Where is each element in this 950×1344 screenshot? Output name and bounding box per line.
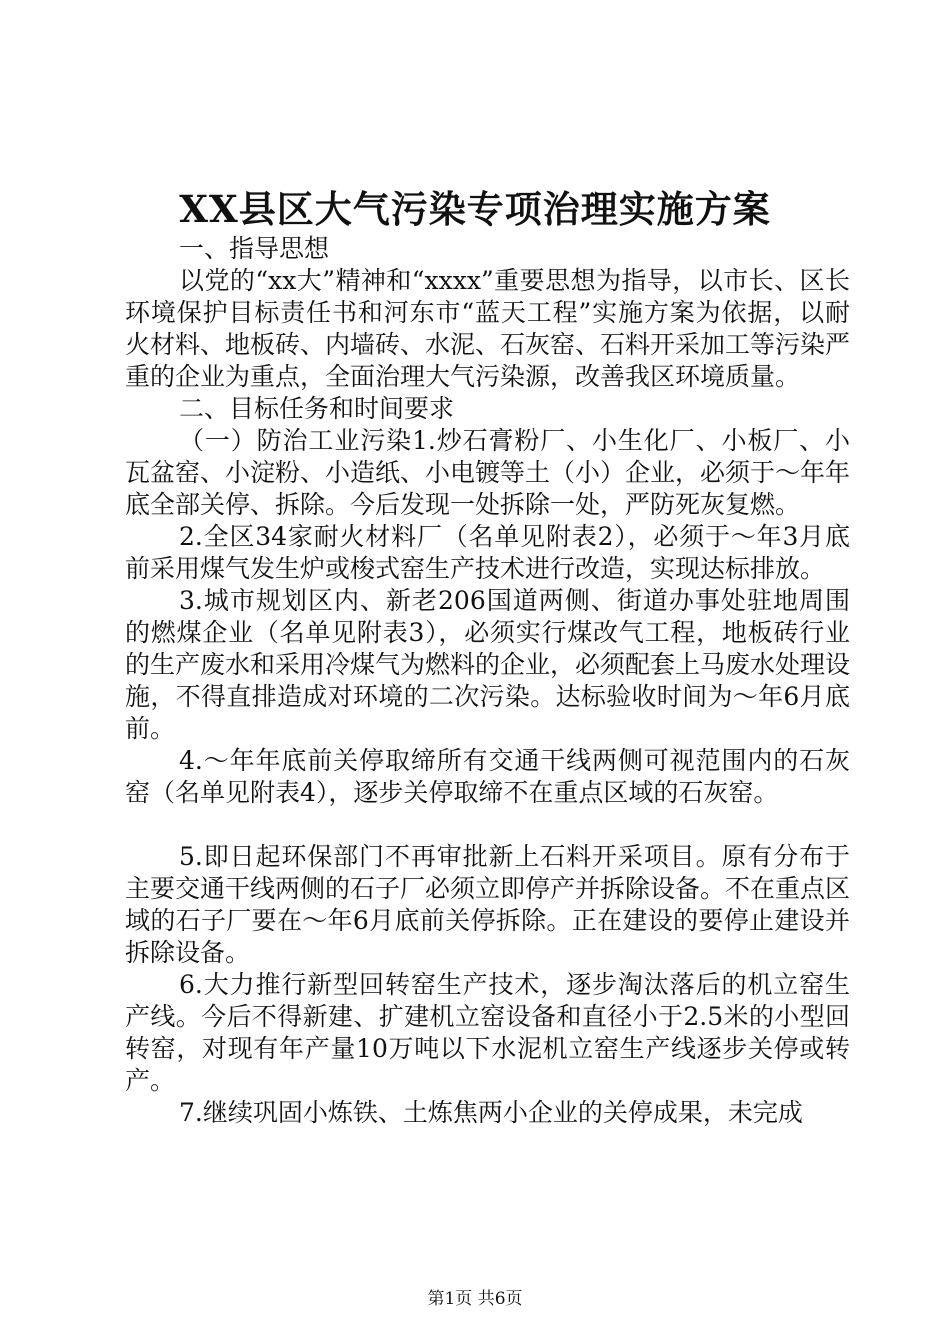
paragraph-guiding-thought: 以党的“xx大”精神和“xxxx”重要思想为指导，以市长、区长环境保护目标责任书和河东市“蓝天工程”实施方案为依据，以耐火材料、地板砖、内墙砖、水泥、石灰窑、石料开采加工等污染严重的企业为重点，全面治理大气污染源，改善我区环境质量。	[125, 266, 851, 391]
section-heading-targets: 二、目标任务和时间要求	[179, 394, 455, 423]
paragraph-item-4: 4.～年年底前关停取缔所有交通干线两侧可视范围内的石灰窑（名单见附表4），逐步关停取缔不在重点区域的石灰窑。	[125, 746, 850, 807]
paragraph-spacer	[125, 809, 850, 841]
paragraph-item-7: 7.继续巩固小炼铁、土炼焦两小企业的关停成果，未完成	[179, 1098, 803, 1127]
document-title: XX县区大气污染专项治理实施方案	[179, 187, 771, 231]
paragraph-item-1: （一）防治工业污染1.炒石膏粉厂、小生化厂、小板厂、小瓦盆窑、小淀粉、小造纸、小电镀等土（小）企业，必须于～年年底全部关停、拆除。今后发现一处拆除一处，严防死灰复燃。	[125, 426, 851, 519]
paragraph-item-3: 3.城市规划区内、新老206国道两侧、街道办事处驻地周围的燃煤企业（名单见附表3），必须实行煤改气工程，地板砖行业的生产废水和采用冷煤气为燃料的企业，必须配套上马废水处理设施，不得直排造成对环境的二次污染。达标验收时间为～年6月底前。	[125, 586, 851, 743]
paragraph-item-6: 6.大力推行新型回转窑生产技术，逐步淘汰落后的机立窑生产线。今后不得新建、扩建机立窑设备和直径小于2.5米的小型回转窑，对现有年产量10万吨以下水泥机立窑生产线逐步关停或转产。	[125, 970, 850, 1095]
section-heading-guiding-thought: 一、指导思想	[179, 234, 330, 263]
paragraph-item-2: 2.全区34家耐火材料厂（名单见附表2），必须于～年3月底前采用煤气发生炉或梭式窑生产技术进行改造，实现达标排放。	[125, 522, 850, 583]
paragraph-item-5: 5.即日起环保部门不再审批新上石料开采项目。原有分布于主要交通干线两侧的石子厂必须立即停产并拆除设备。不在重点区域的石子厂要在～年6月底前关停拆除。正在建设的要停止建设并拆除设备。	[125, 842, 851, 967]
page-number-footer: 第1页 共6页	[427, 1289, 523, 1309]
document-body	[125, 233, 850, 1129]
